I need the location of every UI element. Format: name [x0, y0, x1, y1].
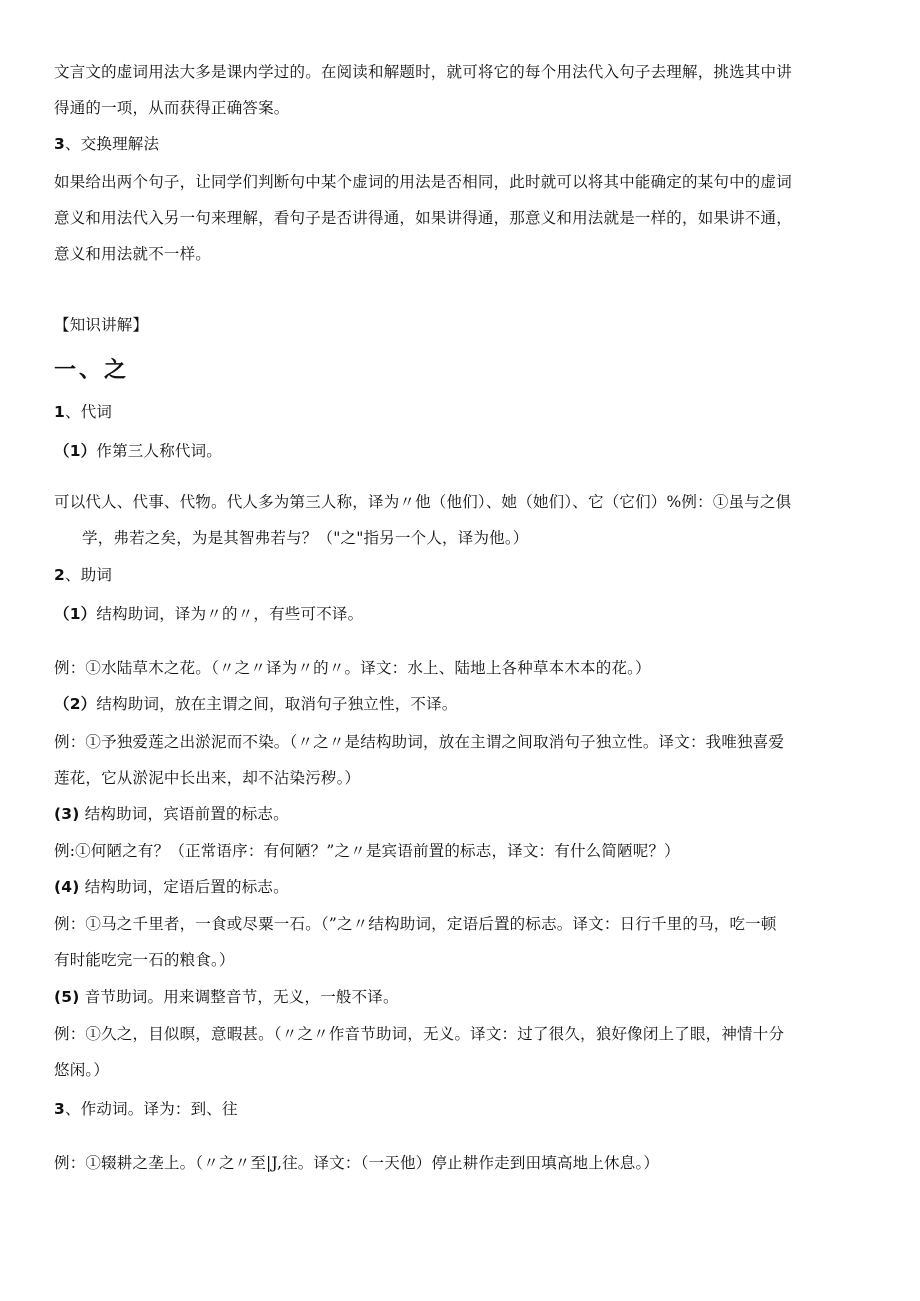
- verb-heading: [54, 1099, 238, 1119]
- pronoun-heading: [54, 402, 112, 422]
- auxiliary-sub-4-number: (4): [54, 878, 80, 896]
- pronoun-desc-line-2: 学，弗若之矣，为是其智弗若与？（"之"指另一个人，译为他。）: [82, 529, 529, 547]
- intro-line-2: 得通的一项，从而获得正确答案。: [54, 99, 290, 117]
- auxiliary-number: 2: [54, 566, 65, 584]
- method-3-heading: [54, 134, 159, 154]
- auxiliary-title: 、助词: [65, 566, 113, 584]
- pronoun-number: 1: [54, 403, 65, 421]
- auxiliary-heading: [54, 565, 112, 585]
- auxiliary-sub-4-example-1: 例：①马之千里者，一食或尽粟一石。（”之〃结构助词，定语后置的标志。译文：日行千里的马，吃一顿: [54, 915, 777, 933]
- pronoun-sub-1: [54, 441, 222, 461]
- auxiliary-sub-2-example-2: 莲花，它从淤泥中长出来，却不沾染污秽。）: [54, 769, 361, 787]
- auxiliary-sub-5: [54, 987, 399, 1007]
- section-title-zhi: 一、之: [54, 358, 130, 383]
- intro-line-1: 文言文的虚词用法大多是课内学过的。在阅读和解题时，就可将它的每个用法代入句子去理解，挑选其中讲: [54, 63, 792, 81]
- method-3-title: 、交换理解法: [65, 135, 160, 153]
- verb-title: 、作动词。译为：到、往: [65, 1100, 238, 1118]
- method-3-line-2: 意义和用法代入另一句来理解，看句子是否讲得通，如果讲得通，那意义和用法就是一样的，如果讲不通，: [54, 209, 792, 227]
- knowledge-label: 【知识讲解】: [54, 316, 149, 334]
- verb-example: 例：①辍耕之垄上。（〃之〃至|J,往。译文：（一天他）停止耕作走到田填高地上休息。）: [54, 1154, 660, 1172]
- pronoun-title: 、代词: [65, 403, 113, 421]
- auxiliary-sub-3-number: (3): [54, 805, 80, 823]
- auxiliary-sub-2-text: 结构助词，放在主谓之间，取消句子独立性，不译。: [96, 695, 458, 713]
- auxiliary-sub-3-example: 例:①何陋之有？（正常语序：有何陋？”之〃是宾语前置的标志，译文：有什么简陋呢？）: [54, 842, 680, 860]
- auxiliary-sub-4-example-2: 有时能吃完一石的粮食。）: [54, 951, 235, 969]
- auxiliary-sub-2-number: （2）: [54, 695, 97, 713]
- auxiliary-sub-1: [54, 604, 363, 624]
- method-3-line-1: 如果给出两个句子，让同学们判断句中某个虚词的用法是否相同，此时就可以将其中能确定的某句中的虚词: [54, 173, 792, 191]
- method-3-line-3: 意义和用法就不一样。: [54, 245, 212, 263]
- verb-number: 3: [54, 1100, 65, 1118]
- auxiliary-sub-2: [54, 694, 458, 714]
- pronoun-sub-1-number: （1）: [54, 442, 97, 460]
- auxiliary-sub-2-example-1: 例：①予独爱莲之出淤泥而不染。（〃之〃是结构助词，放在主谓之间取消句子独立性。译文：我唯独喜爱: [54, 733, 785, 751]
- auxiliary-sub-1-example: 例：①水陆草木之花。（〃之〃译为〃的〃。译文：水上、陆地上各种草本木本的花。）: [54, 659, 651, 677]
- auxiliary-sub-5-number: (5): [54, 988, 80, 1006]
- auxiliary-sub-1-number: （1）: [54, 605, 97, 623]
- auxiliary-sub-5-example-1: 例：①久之，目似暝，意暇甚。（〃之〃作音节助词，无义。译文：过了很久，狼好像闭上了眼，神情十分: [54, 1025, 785, 1043]
- auxiliary-sub-5-text: 音节助词。用来调整音节，无义，一般不译。: [84, 988, 399, 1006]
- auxiliary-sub-3: [54, 804, 289, 824]
- auxiliary-sub-5-example-2: 悠闲。）: [54, 1061, 110, 1079]
- auxiliary-sub-4: [54, 877, 289, 897]
- method-3-number: 3: [54, 135, 65, 153]
- auxiliary-sub-3-text: 结构助词，宾语前置的标志。: [84, 805, 289, 823]
- auxiliary-sub-1-text: 结构助词，译为〃的〃，有些可不译。: [96, 605, 364, 623]
- pronoun-sub-1-text: 作第三人称代词。: [96, 442, 222, 460]
- auxiliary-sub-4-text: 结构助词，定语后置的标志。: [84, 878, 289, 896]
- pronoun-desc-line-1: 可以代人、代事、代物。代人多为第三人称，译为〃他（他们）、她（她们）、它（它们）%例：①虽与之俱: [54, 493, 792, 511]
